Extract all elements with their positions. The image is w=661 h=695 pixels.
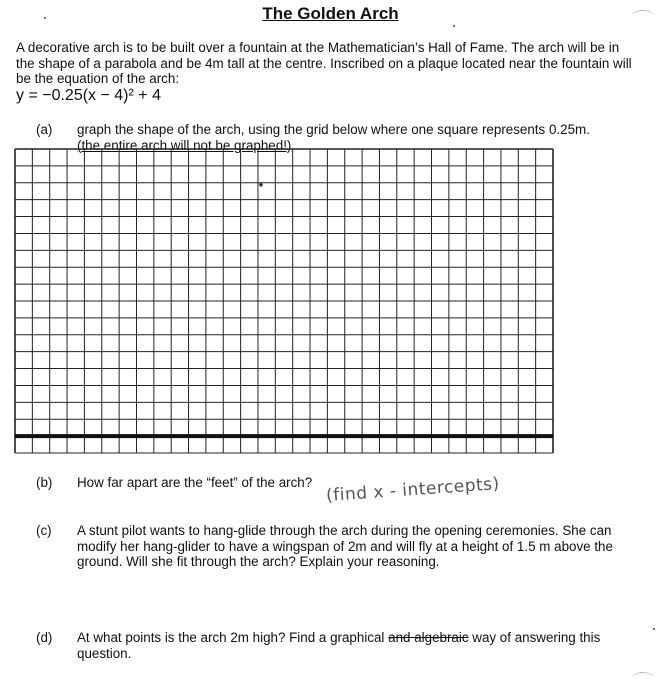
- question-a-label: (a): [36, 122, 53, 137]
- question-d-text: [77, 630, 637, 661]
- page-title: The Golden Arch: [262, 4, 399, 23]
- question-d-struck-text: and algebraic: [388, 630, 469, 645]
- scan-speck: [653, 628, 655, 630]
- question-b-label: (b): [36, 475, 53, 490]
- question-a-line2: (the entire arch will not be graphed!): [77, 137, 292, 153]
- question-d-label: (d): [36, 630, 53, 645]
- question-c-label: (c): [36, 523, 52, 538]
- problem-intro: A decorative arch is to be built over a fountain at the Mathematician’s Hall of Fame. The arch will be in the shape of a parabola and be 4m tall at the centre. Inscribed on a plaque located near the fountain will be the equation of the arch:: [16, 40, 632, 86]
- scan-corner-mark: [632, 10, 654, 23]
- question-d-text-after: way of answering this question.: [77, 630, 601, 661]
- scan-speck: [44, 17, 46, 19]
- graph-grid[interactable]: [14, 148, 554, 460]
- pencil-dot: [259, 183, 263, 187]
- scan-speck: [453, 25, 455, 27]
- question-c-text: A stunt pilot wants to hang-glide through the arch during the opening ceremonies. She can modify her hang-glider to have a wingspan of 2m and will fly at a height of 1.5 m above the ground. Will she fit through the arch? Explain your reasoning.: [77, 523, 613, 569]
- question-a-line1: graph the shape of the arch, using the grid below where one square represents 0.25m.: [77, 122, 590, 137]
- question-b-text: How far apart are the “feet” of the arch?: [77, 475, 313, 490]
- question-d-text-before: At what points is the arch 2m high? Find a graphical: [77, 630, 389, 645]
- scan-corner-mark: [632, 672, 654, 685]
- handwritten-note: (find x - intercepts): [325, 473, 501, 507]
- grid-ground-line: [15, 434, 553, 438]
- arch-equation: y = −0.25(x − 4)² + 4: [16, 87, 161, 104]
